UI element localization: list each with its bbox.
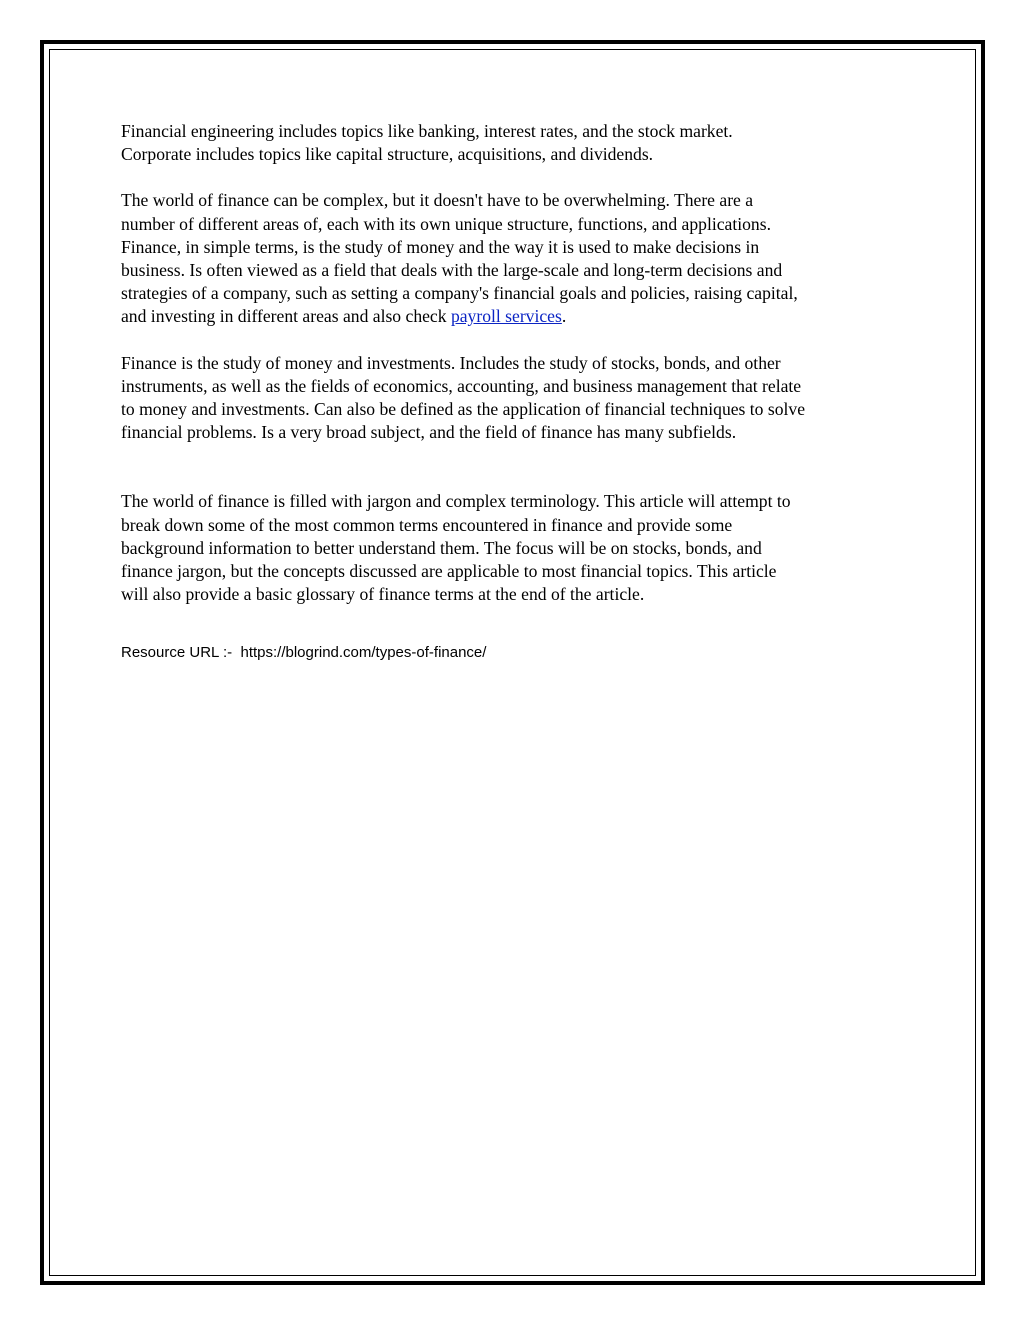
paragraph-line: Finance, in simple terms, is the study of money and the way it is used to make decisions in xyxy=(121,236,760,257)
link-suffix-text: . xyxy=(561,306,567,327)
paragraph-1 xyxy=(121,120,911,166)
paragraph-line: will also provide a basic glossary of finance terms at the end of the article. xyxy=(121,584,645,605)
paragraph-line: finance jargon, but the concepts discussed are applicable to most financial topics. This article xyxy=(121,561,777,582)
paragraph-line-with-link xyxy=(121,305,911,328)
payroll-services-link[interactable]: payroll services xyxy=(450,306,562,327)
paragraph-line: background information to better understand them. The focus will be on stocks, bonds, and xyxy=(121,537,762,558)
paragraph-2 xyxy=(121,189,911,328)
resource-label: Resource URL :- xyxy=(121,644,241,661)
paragraph-line: number of different areas of, each with its own unique structure, functions, and applications. xyxy=(121,213,771,234)
paragraph-line: break down some of the most common terms encountered in finance and provide some xyxy=(121,514,733,535)
document-body xyxy=(121,120,911,629)
paragraph-line: The world of finance is filled with jargon and complex terminology. This article will attempt to xyxy=(121,491,791,512)
paragraph-3 xyxy=(121,352,911,445)
paragraph-line: Financial engineering includes topics like banking, interest rates, and the stock market. xyxy=(121,121,733,141)
paragraph-line: The world of finance can be complex, but it doesn't have to be overwhelming. There are a xyxy=(121,190,754,211)
paragraph-line: financial problems. Is a very broad subject, and the field of finance has many subfields. xyxy=(121,422,737,443)
paragraph-line: Corporate includes topics like capital structure, acquisitions, and dividends. xyxy=(121,144,654,165)
paragraph-line: strategies of a company, such as setting a company's financial goals and policies, raising capital, xyxy=(121,283,798,304)
paragraph-line: business. Is often viewed as a field that deals with the large-scale and long-term decisions and xyxy=(121,260,783,281)
paragraph-line: Finance is the study of money and investments. Includes the study of stocks, bonds, and other xyxy=(121,352,781,373)
resource-url-text: https://blogrind.com/types-of-finance/ xyxy=(240,644,487,661)
link-prefix-text: and investing in different areas and also check xyxy=(121,306,451,327)
paragraph-line: to money and investments. Can also be defined as the application of financial techniques to solve xyxy=(121,399,806,420)
paragraph-4 xyxy=(121,490,911,606)
paragraph-line: instruments, as well as the fields of economics, accounting, and business management that relate xyxy=(121,375,802,396)
resource-url xyxy=(121,643,486,663)
